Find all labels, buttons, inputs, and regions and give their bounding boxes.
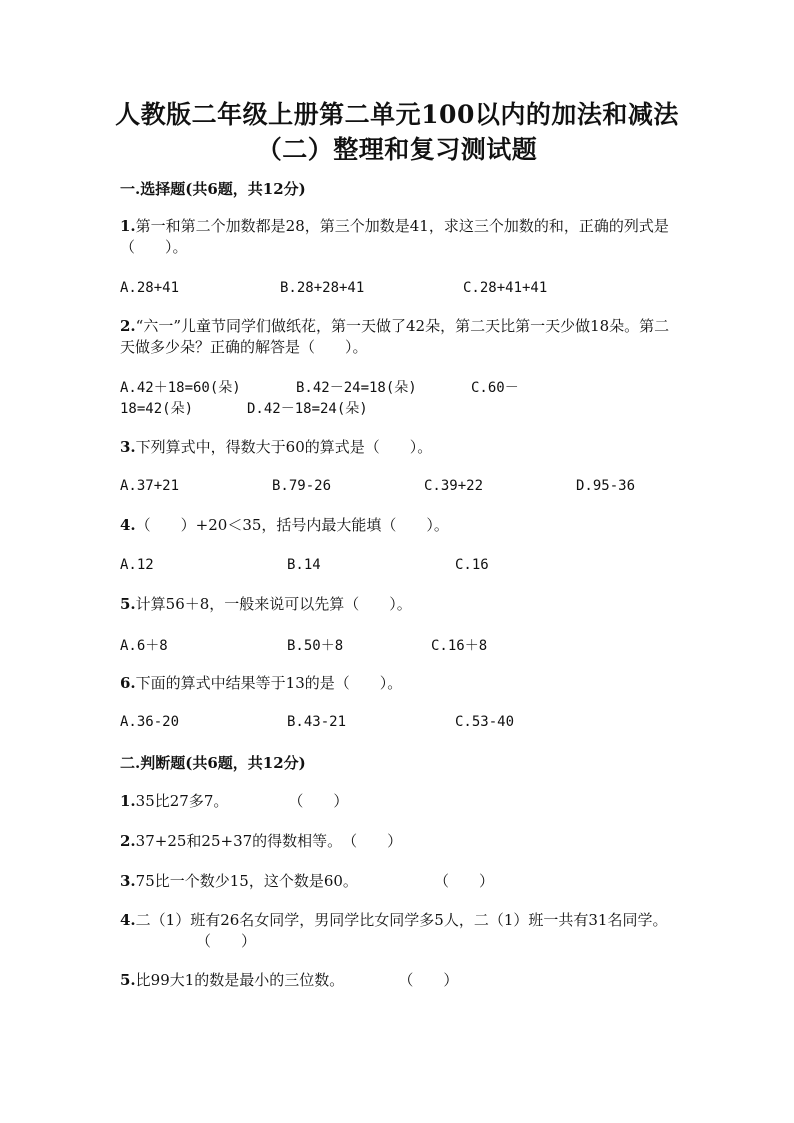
question-number: 5. [120, 971, 136, 989]
q5-option-b: B.50＋8 [287, 638, 344, 654]
title-line-1: 人教版二年级上册第二单元100以内的加法和减法 [115, 100, 679, 129]
q6-option-c: C.53-40 [455, 714, 515, 730]
q2-option-d: D.42－18=24(朵) [247, 401, 368, 417]
question-number: 2. [120, 832, 136, 850]
q4-option-a: A.12 [120, 557, 154, 573]
question-text: 下面的算式中结果等于13的是（ ）。 [135, 674, 403, 692]
question-3 [120, 437, 680, 458]
q1-option-a: A.28+41 [120, 280, 180, 296]
question-6 [120, 673, 680, 694]
title-line-2: （二）整理和复习测试题 [256, 135, 538, 164]
question-number: 4. [120, 911, 136, 929]
question-text: 75比一个数少15，这个数是60。 [135, 872, 358, 890]
question-number: 3. [120, 438, 136, 456]
answer-parentheses: （ ） [288, 792, 349, 810]
judge-question-3 [120, 871, 680, 892]
question-text: 二（1）班有26名女同学，男同学比女同学多5人，二（1）班一共有31名同学。 [135, 911, 668, 929]
question-text: 计算56＋8，一般来说可以先算（ ）。 [135, 595, 412, 613]
question-text: 下列算式中，得数大于60的算式是（ ）。 [135, 438, 433, 456]
judge-question-1 [120, 791, 680, 812]
q2-option-a: A.42＋18=60(朵) [120, 380, 241, 396]
question-number: 3. [120, 872, 136, 890]
question-text: 第一和第二个加数都是28，第三个加数是41，求这三个加数的和，正确的列式是（ ）。 [120, 217, 669, 256]
question-text: 比99大1的数是最小的三位数。 [135, 971, 345, 989]
judge-question-2 [120, 831, 680, 852]
judge-question-4 [120, 910, 680, 952]
question-5 [120, 594, 680, 615]
q3-option-d: D.95-36 [576, 478, 636, 494]
q3-option-c: C.39+22 [424, 478, 484, 494]
question-number: 2. [120, 317, 136, 335]
question-number: 1. [120, 217, 136, 235]
answer-parentheses: （ ） [342, 832, 403, 850]
question-text: 35比27多7。 [135, 792, 229, 810]
question-number: 1. [120, 792, 136, 810]
q2-option-c-start: C.60－ [471, 380, 519, 396]
q1-option-c: C.28+41+41 [463, 280, 548, 296]
q2-option-c-end: 18=42(朵) [120, 401, 194, 417]
section-2-heading: 二.判断题(共6题，共12分) [120, 754, 306, 772]
q2-option-b: B.42－24=18(朵) [296, 380, 417, 396]
q3-option-b: B.79-26 [272, 478, 332, 494]
question-4 [120, 515, 680, 536]
answer-parentheses: （ ） [196, 932, 257, 950]
question-number: 6. [120, 674, 136, 692]
q5-option-a: A.6＋8 [120, 638, 168, 654]
q3-option-a: A.37+21 [120, 478, 180, 494]
q6-option-b: B.43-21 [287, 714, 347, 730]
q1-option-b: B.28+28+41 [280, 280, 365, 296]
answer-parentheses: （ ） [398, 971, 459, 989]
q5-option-c: C.16＋8 [431, 638, 488, 654]
question-text: （ ）+20＜35，括号内最大能填（ ）。 [135, 516, 449, 534]
question-1 [120, 216, 680, 258]
question-text: 37+25和25+37的得数相等。 [135, 832, 343, 850]
judge-question-5 [120, 970, 680, 991]
q4-option-c: C.16 [455, 557, 489, 573]
question-2 [120, 316, 680, 358]
section-1-heading: 一.选择题(共6题，共12分) [120, 180, 306, 198]
q6-option-a: A.36-20 [120, 714, 180, 730]
answer-parentheses: （ ） [433, 872, 494, 890]
question-number: 5. [120, 595, 136, 613]
question-text: “六一”儿童节同学们做纸花，第一天做了42朵，第二天比第一天少做18朵。第二天做多少朵？正确的解答是（ ）。 [120, 317, 670, 356]
q4-option-b: B.14 [287, 557, 321, 573]
question-number: 4. [120, 516, 136, 534]
